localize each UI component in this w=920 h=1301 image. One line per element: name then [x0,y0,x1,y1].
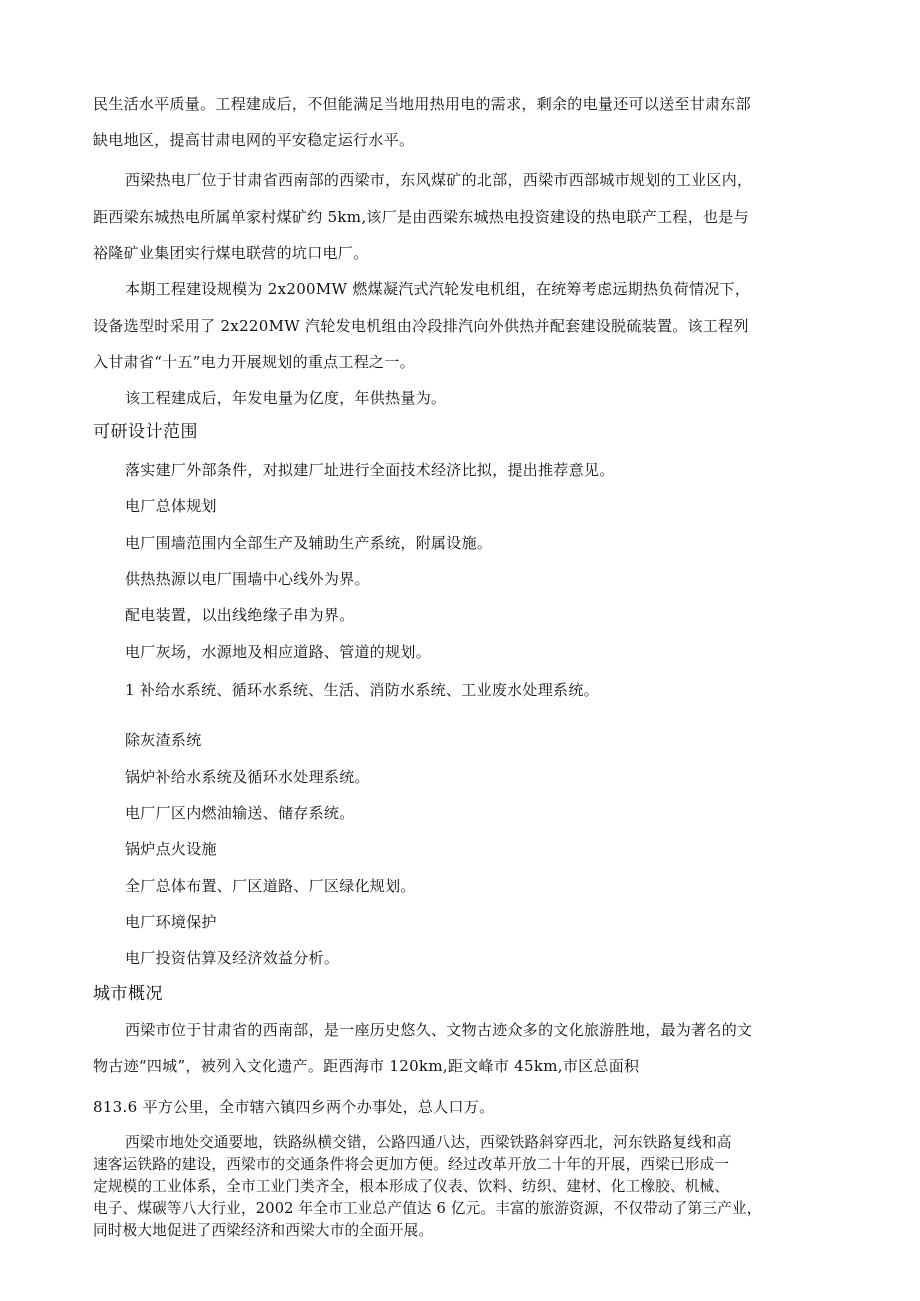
scope-item: 电厂总体规划 [125,497,217,515]
scope-item: 锅炉点火设施 [125,840,217,858]
scope-item: 电厂灰场，水源地及相应道路、管道的规划。 [125,643,432,661]
city-p2-line-1: 西梁市地处交通要地，铁路纵横交错，公路四通八达，西梁铁路斜穿西北，河东铁路复线和高 [125,1134,732,1151]
city-p1-line-3: 813.6 平方公里，全市辖六镇四乡两个办事处，总人口万。 [93,1098,495,1116]
scope-item: 供热热源以电厂围墙中心线外为界。 [125,570,370,588]
city-p1-line-1: 西梁市位于甘肃省的西南部，是一座历史悠久、文物古迹众多的文化旅游胜地，最为著名的文 [125,1021,753,1039]
scope-item: 电厂投资估算及经济效益分析。 [125,949,340,967]
intro-line-1: 民生活水平质量。工程建成后，不但能满足当地用热用电的需求，剩余的电量还可以送至甘肃东部 [93,95,751,113]
city-p2-line-3: 定规模的工业体系，全市工业门类齐全，根本形成了仪表、饮料、纺织、建材、化工橡胶、机械、 [93,1178,730,1195]
city-p2-line-5: 同时极大地促进了西梁经济和西梁大市的全面开展。 [93,1222,434,1239]
scope-item: 落实建厂外部条件，对拟建厂址进行全面技术经济比拟，提出推荐意见。 [125,461,615,479]
city-p2-line-2: 速客运铁路的建设，西梁市的交通条件将会更加方便。经过改革开放二十年的开展，西梁已形成一 [93,1156,730,1173]
scale-line-3: 入甘肃省“十五”电力开展规划的重点工程之一。 [93,353,415,371]
intro-line-2: 缺电地区，提高甘肃电网的平安稳定运行水平。 [93,131,415,149]
scope-item: 配电装置，以出线绝缘子串为界。 [125,606,355,624]
scope-item: 全厂总体布置、厂区道路、厂区绿化规划。 [125,877,416,895]
scope-item: 除灰渣系统 [125,731,202,749]
city-p2-line-4: 电子、煤碳等八大行业，2002 年全市工业总产值达 6 亿元。丰富的旅游资源，不仅带动了第三产业， [93,1200,762,1217]
scope-heading: 可研设计范围 [93,422,198,442]
scale-line-2: 设备选型时采用了 2x220MW 汽轮发电机组由冷段排汽向外供热并配套建设脱硫装置。该工程列 [93,317,749,335]
location-line-1: 西梁热电厂位于甘肃省西南部的西梁市，东风煤矿的北部，西梁市西部城市规划的工业区内， [125,171,753,189]
scope-item: 电厂厂区内燃油输送、储存系统。 [125,804,355,822]
city-p1-line-2: 物古迹“四城”，被列入文化遗产。距西海市 120km,距文峰市 45km,市区总面积 [93,1057,640,1075]
scope-item: 锅炉补给水系统及循环水处理系统。 [125,768,370,786]
scope-item: 电厂围墙范围内全部生产及辅助生产系统，附属设施。 [125,534,493,552]
scale-line-1: 本期工程建设规模为 2x200MW 燃煤凝汽式汽轮发电机组，在统筹考虑远期热负荷情况下， [125,280,751,298]
scope-item: 电厂环境保护 [125,913,217,931]
scope-item: 1 补给水系统、循环水系统、生活、消防水系统、工业废水处理系统。 [125,681,599,699]
city-heading: 城市概况 [93,984,163,1004]
output-line: 该工程建成后，年发电量为亿度，年供热量为。 [125,389,447,407]
location-line-3: 裕隆矿业集团实行煤电联营的坑口电厂。 [93,244,369,262]
location-line-2: 距西梁东城热电所属单家村煤矿约 5km,该厂是由西梁东城热电投资建设的热电联产工程，也是与 [93,208,749,226]
